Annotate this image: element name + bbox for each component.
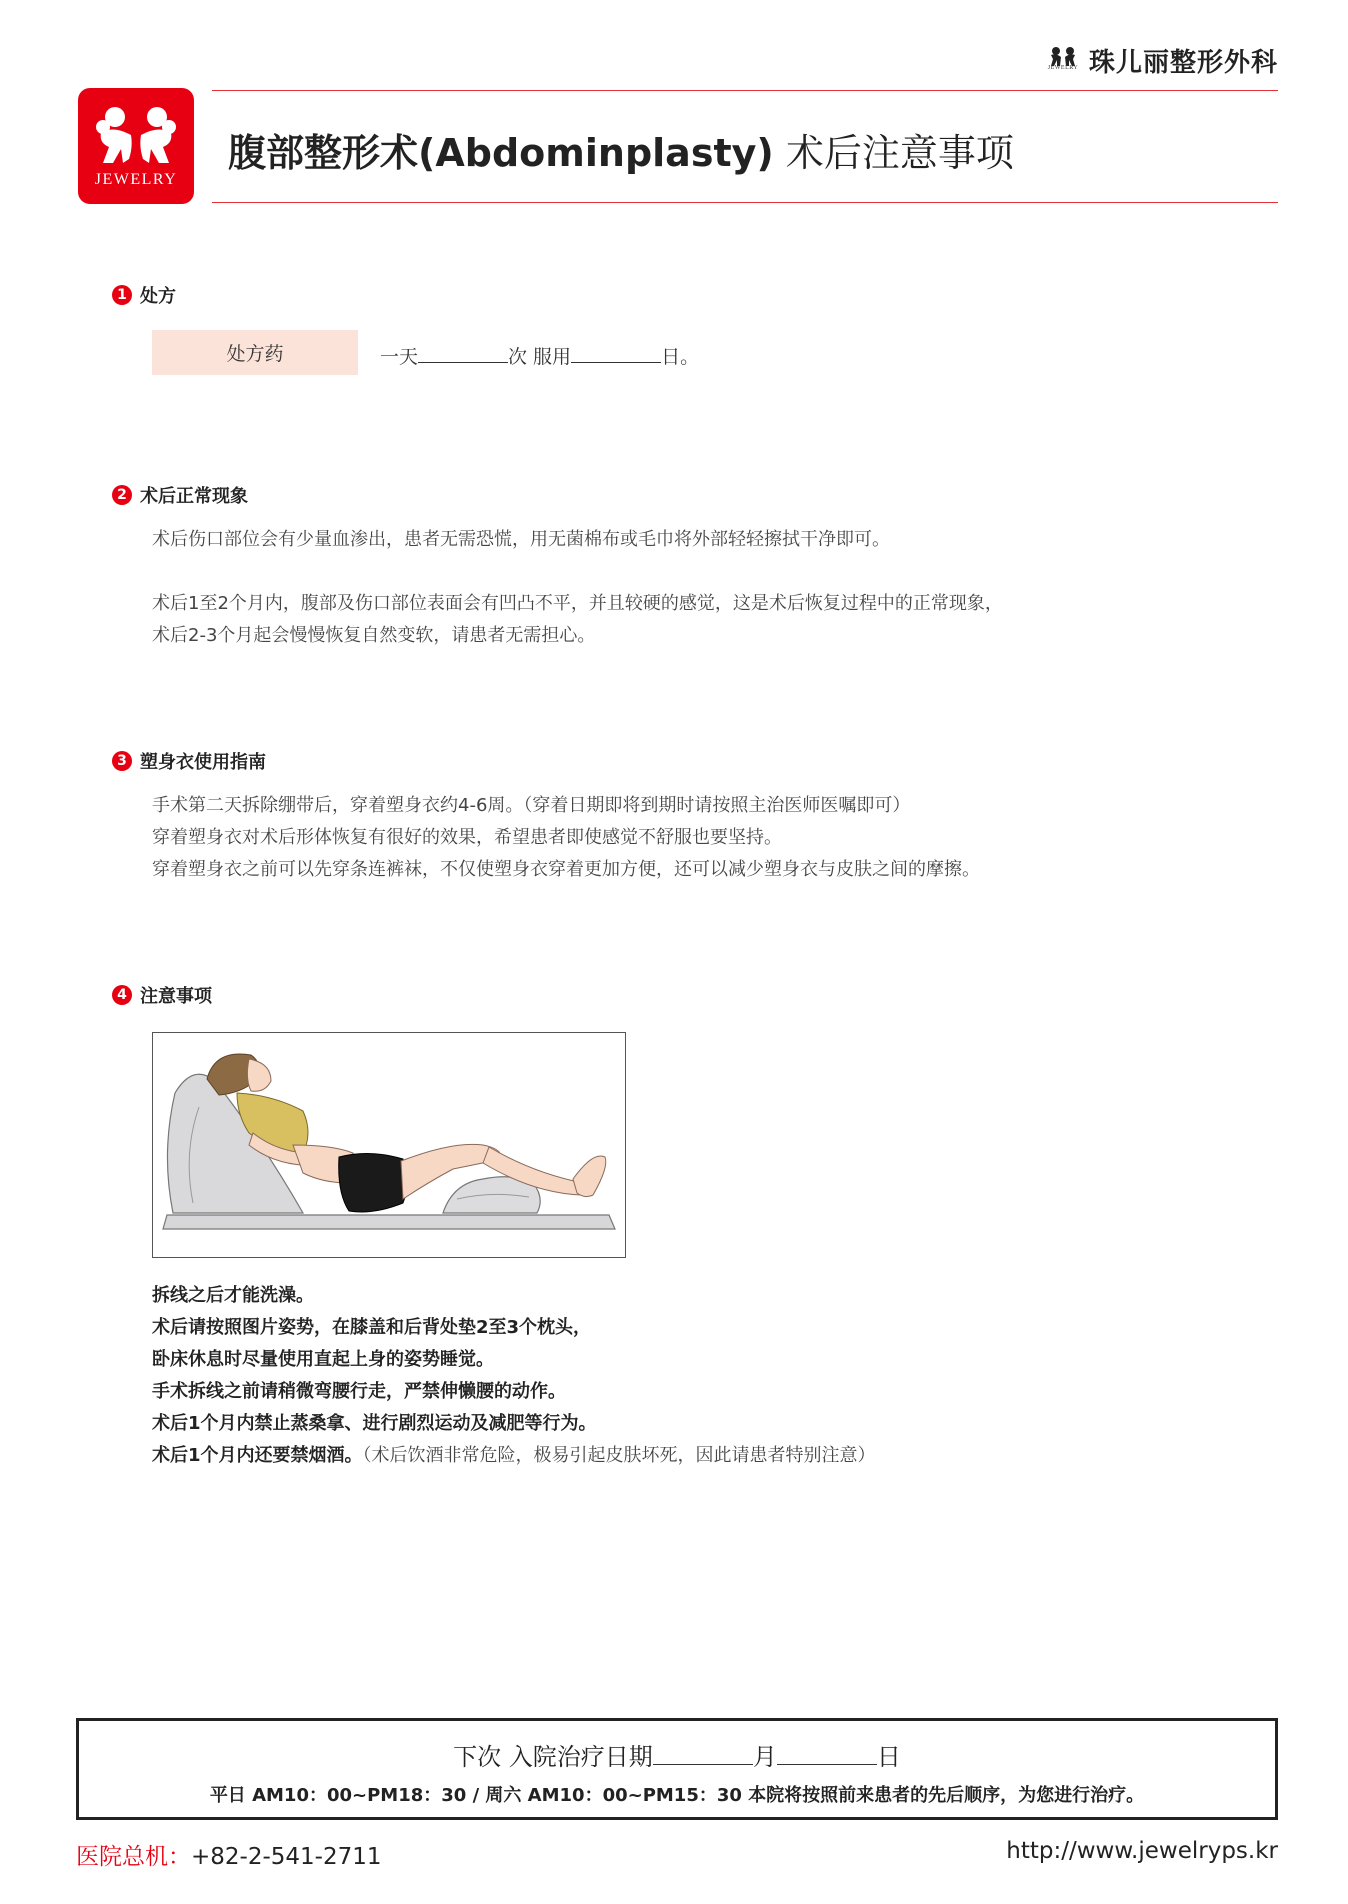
day-blank[interactable]: [777, 1742, 877, 1765]
section-1-heading: [112, 282, 176, 308]
rx-text-1: 一天: [380, 346, 419, 368]
page-title: [228, 122, 1014, 177]
mini-logo-text: JEWELRY: [1047, 64, 1079, 71]
day-label: 日: [876, 1743, 901, 1771]
section-title: 注意事项: [140, 986, 212, 1007]
section-title: 处方: [140, 286, 176, 307]
paragraph-line: 术后2-3个月起会慢慢恢复自然变软，请患者无需担心。: [152, 625, 596, 646]
logo-text: JEWELRY: [94, 171, 178, 188]
prescription-label: 处方药: [152, 330, 358, 375]
month-blank[interactable]: [653, 1742, 753, 1765]
section-title: 塑身衣使用指南: [140, 752, 266, 773]
paragraph-line: 术后伤口部位会有少量血渗出，患者无需恐慌，用无菌棉布或毛巾将外部轻轻擦拭干净即可。: [152, 529, 890, 550]
header-top-divider: [212, 90, 1278, 91]
title-sub: 术后注意事项: [773, 131, 1014, 175]
brand-header: [1045, 42, 1278, 79]
section-2-heading: [112, 482, 248, 508]
phone-number[interactable]: +82-2-541-2711: [191, 1844, 382, 1870]
days-blank[interactable]: [571, 344, 661, 363]
next-visit-box: [76, 1718, 1278, 1820]
note-line-last: [152, 1440, 876, 1472]
note-line: 卧床休息时尽量使用直起上身的姿势睡觉。: [152, 1349, 494, 1370]
next-visit-line: [79, 1737, 1275, 1772]
next-visit-label: 下次 入院治疗日期: [453, 1743, 653, 1771]
section-title: 术后正常现象: [140, 486, 248, 507]
jewelry-logo: [78, 88, 194, 204]
title-main: 腹部整形术(Abdominplasty): [228, 131, 774, 175]
note-line: 拆线之后才能洗澡。: [152, 1285, 314, 1306]
rx-text-2: 次 服用: [508, 346, 572, 368]
section-4-heading: [112, 982, 212, 1008]
note-aside: （术后饮酒非常危险，极易引起皮肤坏死，因此请患者特别注意）: [362, 1445, 876, 1466]
website-link[interactable]: http://www.jewelryps.kr: [1006, 1838, 1278, 1864]
hospital-phone: [76, 1838, 382, 1871]
reclining-woman-illustration: [153, 1033, 625, 1257]
header-bottom-divider: [212, 202, 1278, 203]
rx-text-3: 日。: [661, 346, 700, 368]
note-text: 术后1个月内还要禁烟酒。: [152, 1445, 363, 1466]
prescription-line: [380, 342, 699, 369]
phone-label: 医院总机：: [76, 1844, 191, 1870]
poodle-logo-icon: [93, 103, 179, 167]
section-number-badge: 3: [112, 751, 132, 771]
resting-posture-illustration: [152, 1032, 626, 1258]
section-3-heading: [112, 748, 266, 774]
month-label: 月: [752, 1743, 777, 1771]
section-number-badge: 2: [112, 485, 132, 505]
paragraph-line: 手术第二天拆除绷带后，穿着塑身衣约4-6周。（穿着日期即将到期时请按照主治医师医嘱即可）: [152, 795, 911, 816]
note-line: 术后1个月内禁止蒸桑拿、进行剧烈运动及减肥等行为。: [152, 1413, 597, 1434]
jewelry-mini-logo-icon: [1045, 45, 1081, 77]
section-number-badge: 4: [112, 985, 132, 1005]
paragraph-line: 穿着塑身衣之前可以先穿条连裤袜，不仅使塑身衣穿着更加方便，还可以减少塑身衣与皮肤之间的摩擦。: [152, 859, 980, 880]
times-per-day-blank[interactable]: [418, 344, 508, 363]
paragraph-line: 术后1至2个月内，腹部及伤口部位表面会有凹凸不平，并且较硬的感觉，这是术后恢复过程中的正常现象，: [152, 593, 1003, 614]
office-hours: 平日 AM10：00~PM18：30 / 周六 AM10：00~PM15：30 本院将按照前来患者的先后顺序，为您进行治疗。: [209, 1785, 1145, 1806]
section-number-badge: 1: [112, 285, 132, 305]
precautions-list: [152, 1280, 876, 1472]
paragraph-line: 穿着塑身衣对术后形体恢复有很好的效果，希望患者即使感觉不舒服也要坚持。: [152, 827, 782, 848]
note-line: 术后请按照图片姿势，在膝盖和后背处垫2至3个枕头，: [152, 1317, 592, 1338]
note-line: 手术拆线之前请稍微弯腰行走，严禁伸懒腰的动作。: [152, 1381, 566, 1402]
brand-name: 珠儿丽整形外科: [1088, 48, 1278, 78]
